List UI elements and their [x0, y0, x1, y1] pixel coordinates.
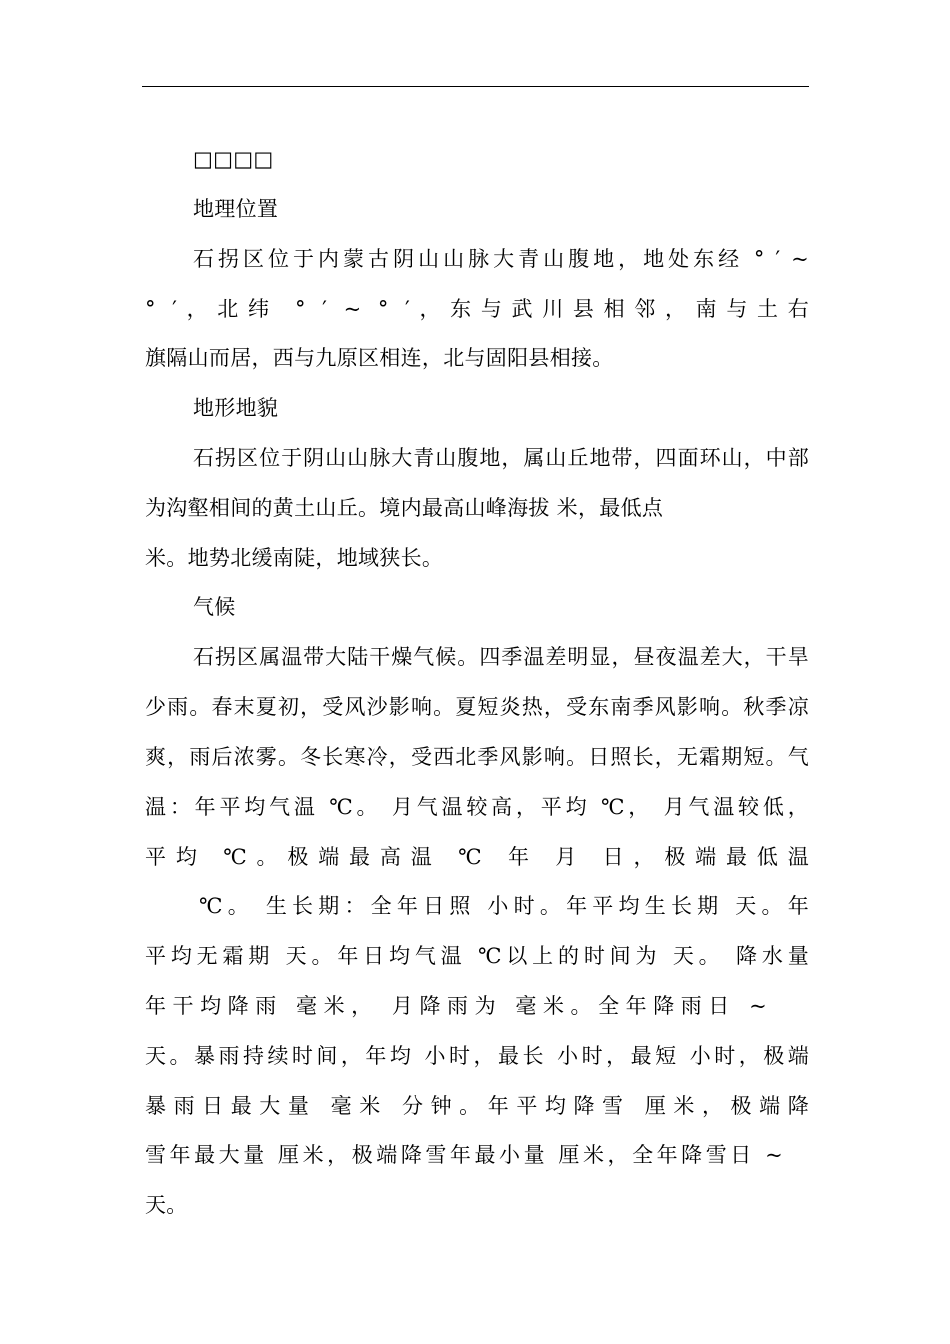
text-line: ° ′，北纬 ° ′ ~ ° ′，东与武川县相邻，南与土右: [145, 297, 809, 321]
text-line: 石拐区位于阴山山脉大青山腹地，属山丘地带，四面环山，中部: [193, 446, 809, 470]
text-line: 雪年最大量 厘米，极端降雪年最小量 厘米，全年降雪日 ~: [145, 1143, 783, 1167]
text-line: 天。: [145, 1193, 188, 1217]
text-line: 平均 ℃。极端最高温 ℃ 年 月 日，极端最低温: [145, 845, 809, 869]
text-line: 米。地势北缓南陡，地域狭长。: [145, 546, 444, 570]
text-line: 石拐区位于内蒙古阴山山脉大青山腹地，地处东经 ° ′ ~: [193, 247, 809, 271]
text-line: 爽，雨后浓雾。冬长寒冷，受西北季风影响。日照长，无霜期短。气: [145, 745, 809, 769]
text-line: ℃。 生长期：全年日照 小时。年平均生长期 天。年: [199, 894, 809, 918]
text-line: 平均无霜期 天。年日均气温 ℃以上的时间为 天。 降水量: [145, 944, 809, 968]
heading-location: 地理位置: [193, 197, 279, 221]
heading-terrain: 地形地貌: [193, 396, 279, 420]
text-line: 暴雨日最大量 毫米 分钟。年平均降雪 厘米，极端降: [145, 1094, 809, 1118]
text-line: 年干均降雨 毫米， 月降雨为 毫米。全年降雨日 ~: [145, 994, 767, 1018]
text-line: 少雨。春末夏初，受风沙影响。夏短炎热，受东南季风影响。秋季凉: [145, 695, 809, 719]
text-line: 温：年平均气温 ℃。 月气温较高，平均 ℃， 月气温较低，: [145, 795, 809, 819]
heading-climate: 气候: [193, 595, 236, 619]
header-mark: □□□□: [193, 147, 274, 171]
text-line: 石拐区属温带大陆干燥气候。四季温差明显，昼夜温差大，干旱: [193, 645, 809, 669]
text-line: 为沟壑相间的黄土山丘。境内最高山峰海拔 米，最低点: [145, 496, 664, 520]
text-line: 天。暴雨持续时间，年均 小时，最长 小时，最短 小时，极端: [145, 1044, 809, 1068]
header-rule: [142, 86, 809, 87]
text-line: 旗隔山而居，西与九原区相连，北与固阳县相接。: [145, 346, 614, 370]
